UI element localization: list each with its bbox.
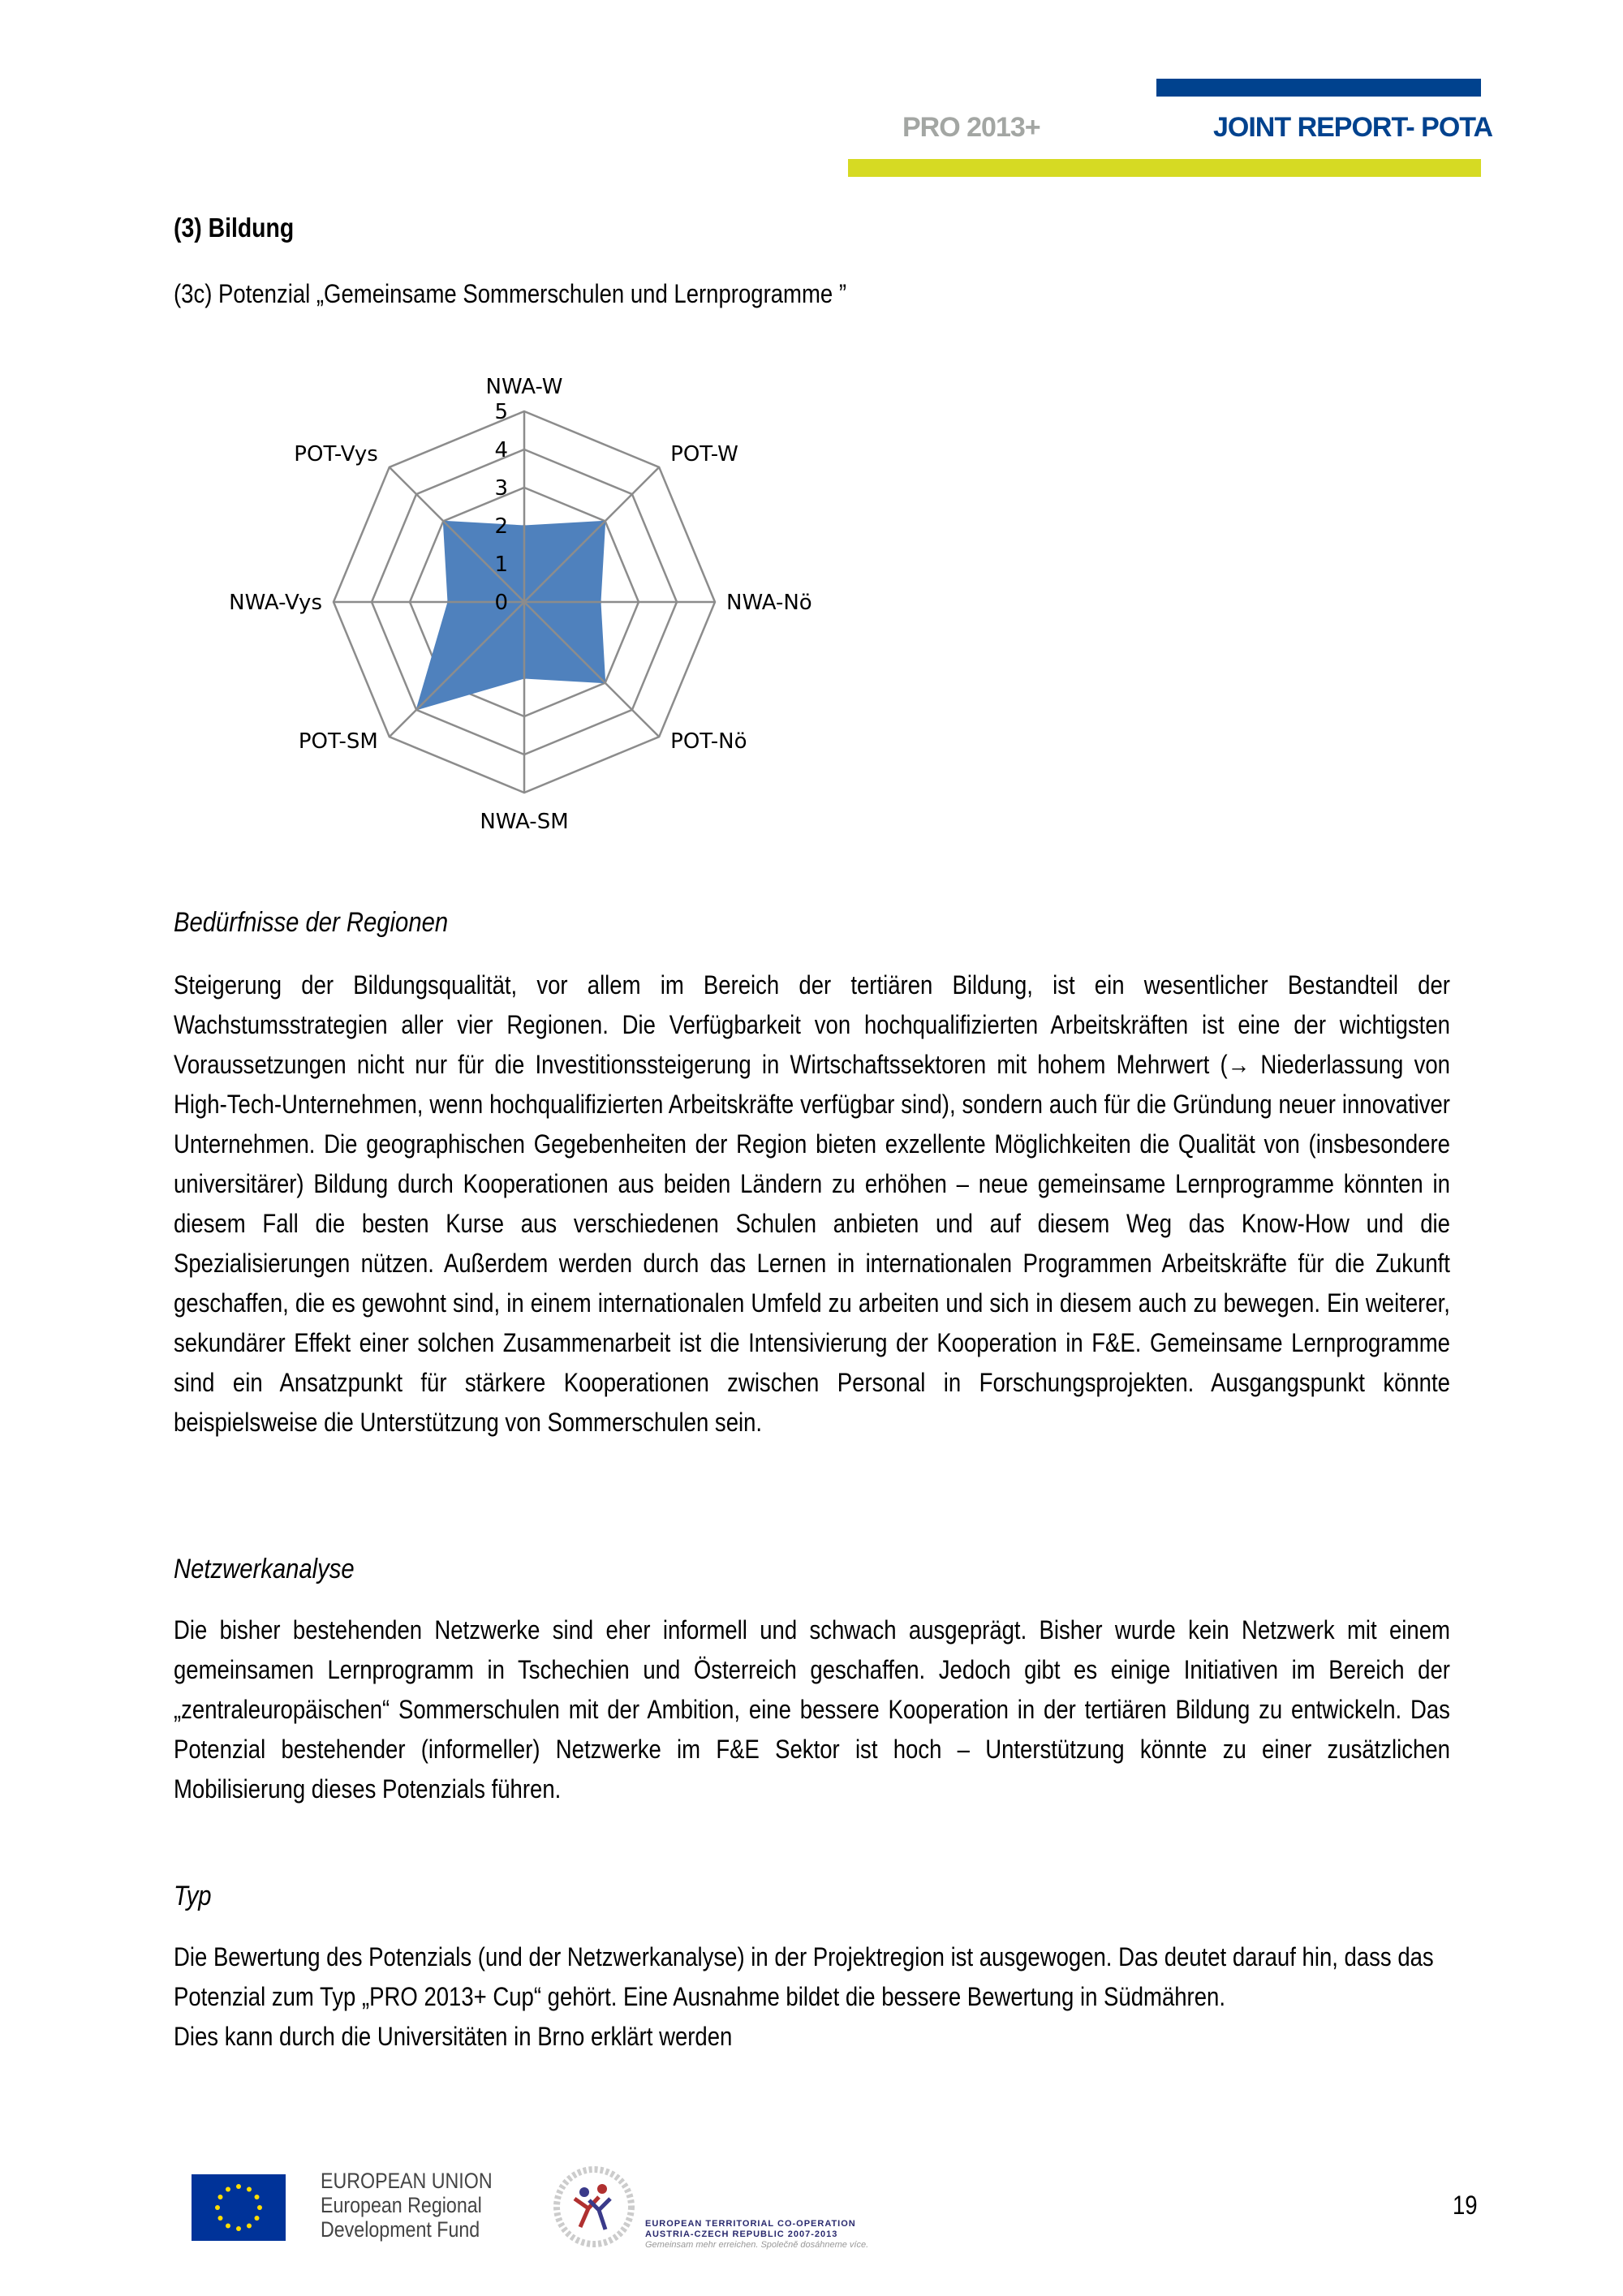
- tick-label: 3: [494, 476, 508, 501]
- header-report-title: JOINT REPORT- POTA: [1213, 112, 1493, 143]
- page-number: 19: [1453, 2191, 1478, 2220]
- category-label: NWA-Nö: [726, 591, 812, 615]
- eu-star: [255, 2216, 260, 2221]
- eu-star: [215, 2205, 220, 2210]
- tick-label: 2: [494, 514, 508, 539]
- eu-star: [236, 2184, 241, 2189]
- paragraph-typ-text-2: Dies kann durch die Universitäten in Brno erklärt werden: [174, 2022, 733, 2051]
- category-label: POT-SM: [298, 729, 378, 755]
- tick-label: 0: [494, 591, 508, 615]
- eu-line-2: European Regional: [321, 2193, 482, 2217]
- category-label: POT-Nö: [670, 729, 747, 755]
- paragraph-typ: [174, 1937, 1450, 2057]
- radar-spokes: [334, 411, 715, 793]
- category-label: POT-Vys: [294, 441, 378, 467]
- eu-star: [217, 2195, 222, 2199]
- eu-flag-logo: [192, 2174, 286, 2241]
- eu-star: [247, 2186, 252, 2191]
- heading-typ: Typ: [174, 1881, 212, 1911]
- cooperation-logo-icon: [552, 2158, 637, 2259]
- category-label: NWA-SM: [480, 810, 569, 834]
- tick-label: 4: [494, 438, 508, 462]
- section-title: (3) Bildung: [174, 213, 295, 243]
- eu-line-1: EUROPEAN UNION: [321, 2169, 493, 2193]
- eu-star: [226, 2224, 230, 2229]
- eu-star: [257, 2205, 262, 2210]
- eu-line-3: Development Fund: [321, 2217, 480, 2242]
- category-label: POT-W: [670, 441, 738, 467]
- tick-label: 5: [494, 400, 508, 424]
- category-label: NWA-Vys: [229, 591, 322, 615]
- subsection-title: (3c) Potenzial „Gemeinsame Sommerschulen und Lernprogramme ”: [174, 279, 846, 308]
- eu-star: [247, 2224, 252, 2229]
- eu-stars-icon: [192, 2174, 286, 2241]
- eu-fund-text: [321, 2169, 493, 2242]
- eu-star: [226, 2186, 230, 2191]
- paragraph-typ-text-1: Die Bewertung des Potenzials (und der Netzwerkanalyse) in der Projektregion ist ausgewogen. Das deutet darauf hin, dass das Potenzial zum Typ „PRO 2013+ Cup“ gehört. Eine Ausnahme bildet die bessere Bewertung in Südmähren.: [174, 1942, 1434, 2011]
- coop-line-1: EUROPEAN TERRITORIAL CO-OPERATION: [645, 2219, 856, 2229]
- header-blue-bar: [1156, 79, 1481, 97]
- cooperation-program-text: [645, 2219, 868, 2251]
- radar-chart: [162, 341, 893, 868]
- header-yellow-bar: [848, 159, 1481, 177]
- coop-tagline: Gemeinsam mehr erreichen. Společně dosáhneme více.: [645, 2240, 869, 2250]
- header-project-name: PRO 2013+: [902, 112, 1040, 143]
- category-label: NWA-W: [485, 375, 563, 399]
- eu-star: [255, 2195, 260, 2199]
- eu-star: [236, 2226, 241, 2231]
- paragraph-netzwerkanalyse: Die bisher bestehenden Netzwerke sind eher informell und schwach ausgeprägt. Bisher wurde kein Netzwerk mit einem gemeinsamen Lernprogramm in Tschechien und Österreich geschaffen. Jedoch gibt es einige Initiativen im Bereich der „zentraleuropäischen“ Sommerschulen mit der Ambition, eine bessere Kooperation in der tertiären Bildung zu entwickeln. Das Potenzial bestehender (informeller) Netzwerke im F&E Sektor ist hoch – Unterstützung könnte zu einer zusätzlichen Mobilisierung dieses Potenzials führen.: [174, 1615, 1450, 1804]
- eu-star: [217, 2216, 222, 2221]
- heading-beduerfnisse: Bedürfnisse der Regionen: [174, 907, 449, 938]
- heading-netzwerkanalyse: Netzwerkanalyse: [174, 1554, 355, 1584]
- paragraph-beduerfnisse: Steigerung der Bildungsqualität, vor allem im Bereich der tertiären Bildung, ist ein wesentlicher Bestandteil der Wachstumsstrategien aller vier Regionen. Die Verfügbarkeit von hochqualifizierten Arbeitskräften ist eine der wichtigsten Voraussetzungen nicht nur für die Investitionssteigerung in Wirtschaftssektoren mit hohem Mehrwert (→ Niederlassung von High-Tech-Unternehmen, wenn hochqualifizierten Arbeitskräfte verfügbar sind), sondern auch für die Gründung neuer innovativer Unternehmen. Die geographischen Gegebenheiten der Region bieten exzellente Möglichkeiten die Qualität von (insbesondere universitärer) Bildung durch Kooperationen aus beiden Ländern zu erhöhen – neue gemeinsame Lernprogramme könnten in diesem Fall die besten Kurse aus verschiedenen Schulen anbieten und auf diesem Weg das Know-How und die Spezialisierungen nützen. Außerdem werden durch das Lernen in internationalen Programmen Arbeitskräfte für die Zukunft geschaffen, die es gewohnt sind, in einem internationalen Umfeld zu arbeiten und sich in diesem auch zu bewegen. Ein weiterer, sekundärer Effekt einer solchen Zusammenarbeit ist die Intensivierung der Kooperation in F&E. Gemeinsame Lernprogramme sind ein Ansatzpunkt für stärkere Kooperationen zwischen Personal in Forschungsprojekten. Ausgangspunkt könnte beispielsweise die Unterstützung von Sommerschulen sein.: [174, 970, 1450, 1437]
- coop-line-2: AUSTRIA-CZECH REPUBLIC 2007-2013: [645, 2229, 838, 2239]
- tick-label: 1: [494, 553, 508, 577]
